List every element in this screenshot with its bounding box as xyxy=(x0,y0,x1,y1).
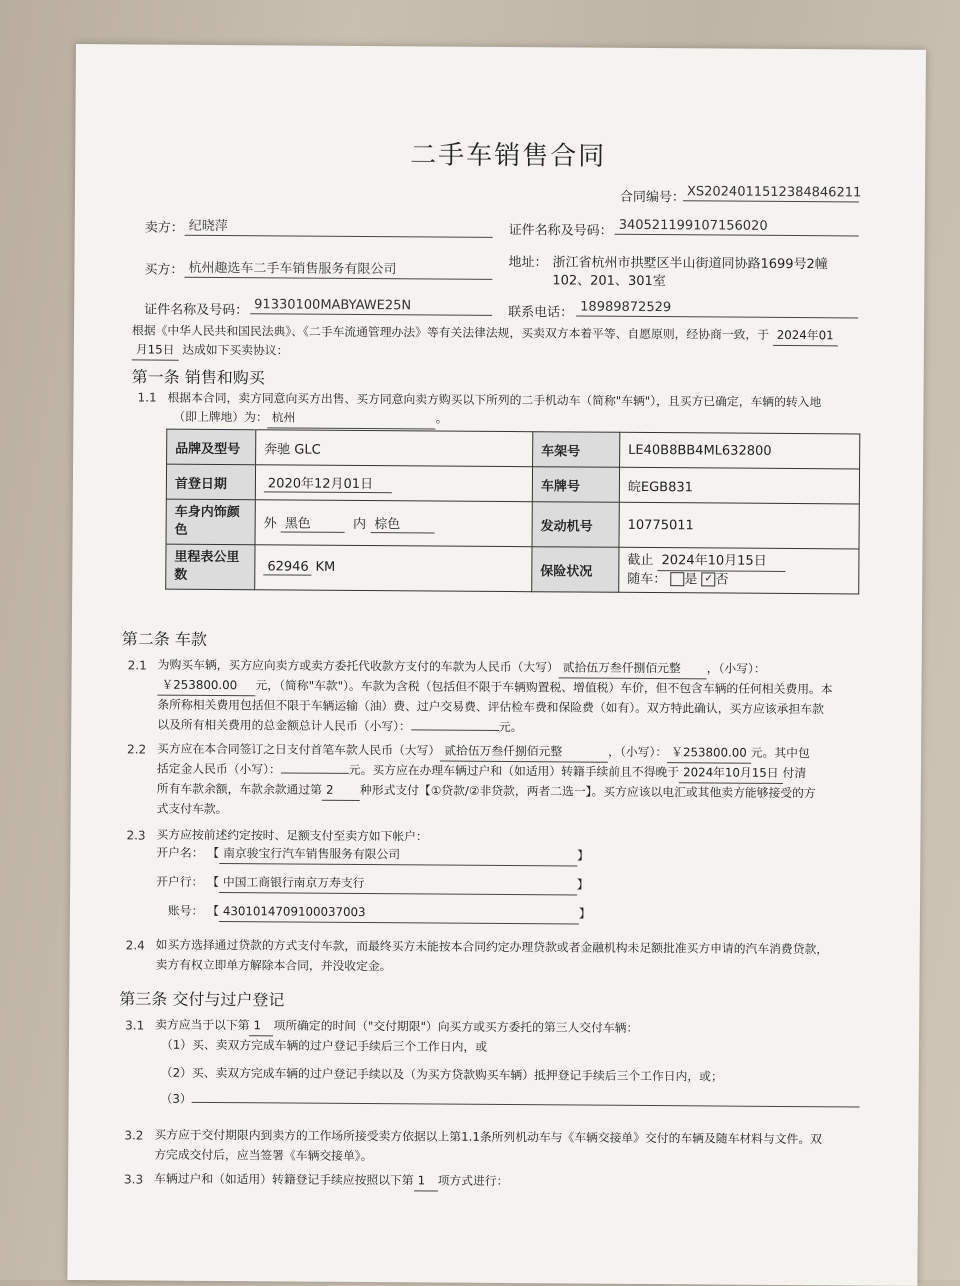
yes-checkbox[interactable] xyxy=(670,572,684,586)
phone-label: 联系电话： xyxy=(508,305,574,321)
pay-option: 2 xyxy=(322,780,360,801)
engine-label: 发动机号 xyxy=(532,502,619,548)
table-row xyxy=(167,429,860,469)
section1-title: 第一条 销售和购买 xyxy=(131,367,265,388)
yes-label: 是 xyxy=(684,571,698,587)
pay-deadline: 2024年10月15日 xyxy=(679,762,783,784)
clause-3-2-line1: 买方应于交付期限内到卖方的工作场所接受卖方依据以上第1.1条所列机动车与《车辆交接单》交付的车辆及随车材料与文件。双 xyxy=(154,1127,823,1147)
buyer-id-label: 证件名称及号码： xyxy=(144,302,249,319)
brand-label: 品牌及型号 xyxy=(167,429,256,465)
clause-2-1-line3: 条所称相关费用包括但不限于车辆运输（油）费、过户交易费、评估检车费和保险费（如有）。双方特此确认，买方应该承担车款 xyxy=(157,697,824,717)
mileage-unit: KM xyxy=(315,559,336,575)
clause-2-1-line4: 以及所有相关费用的总金额总计人民币（小写）： 元。 xyxy=(157,717,523,735)
reg-date-value: 2020年12月01日 xyxy=(264,472,392,493)
color-cell xyxy=(255,500,532,547)
plate-label: 车牌号 xyxy=(532,467,619,503)
account-name-row: 开户名： 【 南京骏宝行汽车销售服务有限公司 】 xyxy=(156,843,589,867)
intro-line2: 月15日 达成如下买卖协议： xyxy=(132,339,289,361)
clause-2-4-num: 2.4 xyxy=(125,938,145,953)
price-words: 贰拾伍万叁仟捌佰元整 xyxy=(559,657,707,679)
mileage-cell xyxy=(255,545,532,592)
seller-label: 卖方： xyxy=(144,220,184,236)
account-name: 南京骏宝行汽车销售服务有限公司 xyxy=(219,843,577,866)
engine-value: 10775011 xyxy=(619,502,859,549)
seller-id-label: 证件名称及号码： xyxy=(508,223,613,239)
insurance-until: 2024年10月15日 xyxy=(657,552,785,572)
buyer-name: 杭州趣选车二手车销售服务有限公司 xyxy=(184,257,492,280)
first-pay-number: ￥253800.00 xyxy=(667,742,751,764)
table-row xyxy=(166,544,859,594)
clause-2-2-line1: 买方应在本合同签订之日支付首笔车款人民币（大写） 贰拾伍万叁仟捌佰元整 ，（小写）： ￥253800.00 元。其中包 xyxy=(157,739,810,765)
clause-2-2-line2: 括定金人民币（小写）： 元。买方应在办理车辆过户和（如适用）转籍手续前且不得晚于 2024年10月15日 付清 xyxy=(157,759,806,785)
clause-2-1-num: 2.1 xyxy=(127,658,147,673)
mileage-label: 里程表公里数 xyxy=(166,544,255,590)
clause-3-1-opt2: （2）买、卖双方完成车辆的过户登记手续以及（为买方贷款购买车辆）抵押登记手续后三个工作日内，或； xyxy=(160,1065,723,1084)
price-number: ￥253800.00 xyxy=(157,675,255,697)
inner-color: 棕色 xyxy=(370,513,434,533)
vin-label: 车架号 xyxy=(533,432,620,468)
vin-value: LE40B8BB4ML632800 xyxy=(620,432,860,469)
document-title: 二手车销售合同 xyxy=(410,140,607,172)
buyer-id: 91330100MABYAWE25N xyxy=(250,297,492,316)
contract-no: XS2024011512384846211 xyxy=(683,184,859,202)
address-label: 地址： xyxy=(508,255,548,271)
contract-paper xyxy=(67,44,926,1286)
clause-3-3-num: 3.3 xyxy=(124,1172,144,1187)
contract-no-label: 合同编号： xyxy=(619,189,686,206)
clause-3-1-opt1: （1）买、卖双方完成车辆的过户登记手续后三个工作日内，或 xyxy=(160,1037,488,1054)
clause-2-3-num: 2.3 xyxy=(126,828,146,843)
no-checkbox[interactable]: ✓ xyxy=(702,572,716,586)
inner-label: 内 xyxy=(353,516,367,533)
table-row xyxy=(166,464,859,504)
transfer-city: 杭州 xyxy=(268,407,436,429)
clause-2-4-line1: 如买方选择通过贷款的方式支付车款，而最终买方未能按本合同约定办理贷款或者金融机构未足额批准买方申请的汽车消费贷款， xyxy=(155,937,829,957)
clause-3-3-line1: 车辆过户和（如适用）转籍登记手续应按照以下第 1 项方式进行： xyxy=(154,1169,508,1192)
first-pay-words: 贰拾伍万叁仟捌佰元整 xyxy=(440,741,608,763)
intro-date-a: 2024年01 xyxy=(773,325,838,346)
reg-date-cell xyxy=(255,465,532,502)
clause-2-3-line1: 买方应按前述约定按时、足额支付至卖方如下帐户： xyxy=(156,827,428,844)
insurance-cell xyxy=(619,547,859,594)
insurance-label: 保险状况 xyxy=(532,547,619,593)
section3-title: 第三条 交付与过户登记 xyxy=(119,989,285,1010)
outer-color: 黑色 xyxy=(281,512,345,532)
intro-line1: 根据《中华人民共和国民法典》、《二手车流通管理办法》等有关法律法规，买卖双方本着平等、自愿原则，经协商一致，于 2024年01 xyxy=(132,320,838,346)
clause-2-1-line1: 为购买车辆，买方应向卖方或卖方委托代收款方支付的车款为人民币（大写） 贰拾伍万叁仟捌佰元整 ，（小写）： xyxy=(158,655,766,680)
clause-1-1-line1: 根据本合同，卖方同意向买方出售、买方同意向卖方购买以下所列的二手机动车（简称"车辆"），且买方已确定，车辆的转入地 xyxy=(167,390,822,410)
with-car-label: 随车： xyxy=(627,571,667,587)
address-line1: 浙江省杭州市拱墅区半山街道同协路1699号2幢 xyxy=(552,255,828,273)
insurance-until-label: 截止 xyxy=(627,552,654,568)
account-no-row: 账号： 【 4301014709100037003 】 xyxy=(168,901,591,925)
clause-2-2-line4: 式支付车款。 xyxy=(156,801,228,817)
mileage-value: 62946 xyxy=(263,559,311,575)
address-line2: 102、201、301室 xyxy=(552,273,666,290)
buyer-label: 买方： xyxy=(144,262,184,278)
seller-id: 340521199107156020 xyxy=(615,218,859,237)
color-label: 车身内饰颜色 xyxy=(166,499,255,545)
clause-3-2-num: 3.2 xyxy=(124,1128,144,1143)
clause-2-2-num: 2.2 xyxy=(127,742,147,757)
clause-1-1-num: 1.1 xyxy=(137,390,157,405)
section2-title: 第二条 车款 xyxy=(121,629,208,649)
table-row xyxy=(166,499,859,549)
outer-label: 外 xyxy=(263,516,277,532)
phone: 18989872529 xyxy=(576,299,858,318)
bank-name: 中国工商银行南京万寿支行 xyxy=(219,872,577,895)
vehicle-table xyxy=(165,429,860,595)
reg-date-label: 首登日期 xyxy=(166,464,255,500)
clause-1-1-line2: （即上牌地）为： 杭州 。 xyxy=(173,407,447,430)
no-label: 否 xyxy=(715,571,729,588)
clause-2-1-line2: ￥253800.00 元，（简称"车款"）。车款为含税（包括但不限于车辆购置税、增值税）车价，但不包含车辆的任何相关费用。本 xyxy=(157,675,832,701)
plate-value: 皖EGB831 xyxy=(619,467,859,504)
clause-3-2-line2: 方完成交付后，应当签署《车辆交接单》。 xyxy=(154,1147,373,1164)
account-no: 4301014709100037003 xyxy=(219,901,579,925)
bank-row: 开户行： 【 中国工商银行南京万寿支行 】 xyxy=(156,872,589,896)
clause-3-1-line1: 卖方应当于以下第 1 项所确定的时间（"交付期限"）向买方或买方委托的第三人交付车辆： xyxy=(155,1015,638,1039)
transfer-option: 1 xyxy=(414,1170,438,1191)
clause-3-1-opt3: （3） xyxy=(161,1089,860,1114)
delivery-option: 1 xyxy=(249,1015,273,1036)
seller-name: 纪晓萍 xyxy=(185,215,493,238)
clause-2-2-line3: 所有车款余额，车款余款通过第 2 种形式支付【①贷款/②非贷款，两者二选一】。买方应该以电汇或其他卖方能够接受的方 xyxy=(156,781,816,801)
clause-3-1-num: 3.1 xyxy=(125,1018,145,1033)
intro-date-b: 月15日 xyxy=(132,339,179,360)
brand-value: 奔驰 GLC xyxy=(256,430,533,467)
clause-2-4-line2: 卖方有权立即单方解除本合同，并没收定金。 xyxy=(155,957,392,974)
